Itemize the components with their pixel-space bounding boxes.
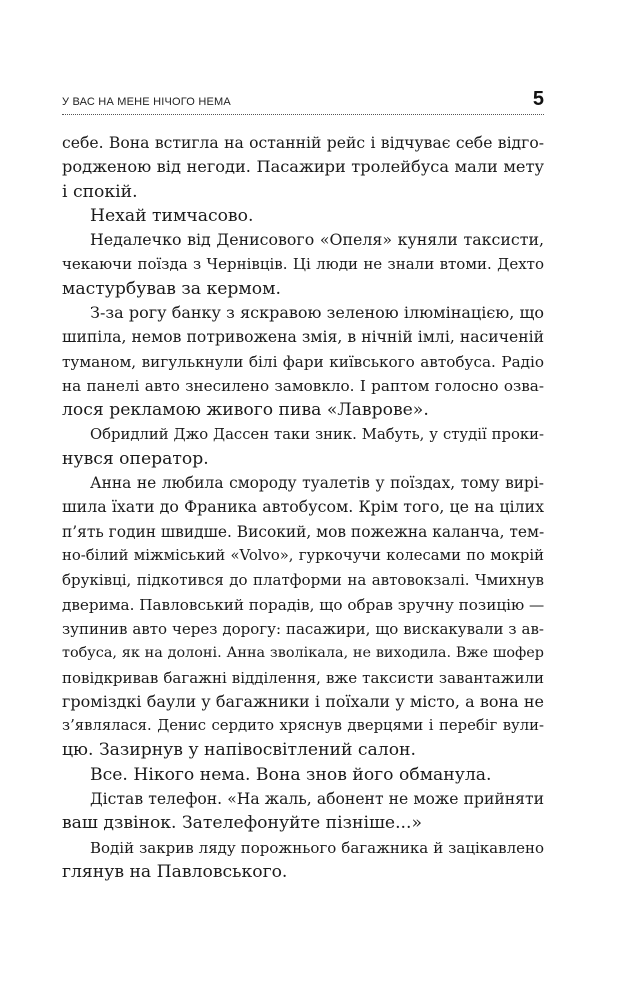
running-header <box>62 88 544 115</box>
running-title: У ВАС НА МЕНЕ НІЧОГО НЕМА <box>62 96 231 108</box>
text-line: бруківці, підкотився до платформи на автовокзалі. Чмихнув <box>62 571 544 590</box>
text-line: зупинив авто через дорогу: пасажири, що вискакували з ав- <box>62 619 544 638</box>
text-line: п’ять годин швидше. Високий, мов пожежна каланча, тем- <box>62 522 545 541</box>
text-line: Обридлий Джо Дассен таки зник. Мабуть, у студії проки- <box>90 425 544 443</box>
text-line: но-білий міжміський «Volvo», гуркочучи колесами по мокрій <box>62 547 544 565</box>
text-line: цю. Зазирнув у напівосвітлений салон. <box>62 740 416 761</box>
text-line: громіздкі баули у багажники і поїхали у місто, а вона не <box>62 691 544 711</box>
text-line: нувся оператор. <box>62 448 209 469</box>
text-line: глянув на Павловського. <box>62 861 288 882</box>
text-line: тобуса, як на долоні. Анна зволікала, не виходила. Вже шофер <box>62 645 544 662</box>
text-line: чекаючи поїзда з Чернівців. Ці люди не знали втоми. Дехто <box>62 255 544 274</box>
text-line: і спокій. <box>62 181 138 202</box>
text-line: Дістав телефон. «На жаль, абонент не може прийняти <box>90 790 544 809</box>
text-line: себе. Вона встигла на останній рейс і відчуває себе відго- <box>62 134 544 152</box>
text-line: Недалечко від Денисового «Опеля» куняли таксисти, <box>90 230 544 250</box>
text-line: Все. Нікого нема. Вона знов його обманула. <box>90 764 492 785</box>
text-line: мастурбував за кермом. <box>62 278 281 299</box>
text-line: ваш дзвінок. Зателефонуйте пізніше...» <box>62 813 422 834</box>
text-line: родженою від негоди. Пасажири тролейбуса мали мету <box>62 157 544 177</box>
text-line: шила їхати до Франика автобусом. Крім того, це на цілих <box>62 497 544 517</box>
page-number: 5 <box>532 88 544 110</box>
text-line: дверима. Павловський порадів, що обрав зручну позицію — <box>62 595 545 614</box>
text-line: Водій закрив ляду порожнього багажника й зацікавлено <box>90 838 544 857</box>
text-line: повідкривав багажні відділення, вже таксисти завантажили <box>62 668 544 687</box>
text-line: шипіла, немов потривожена змія, в нічній імлі, насиченій <box>62 328 544 347</box>
text-line: лося рекламою живого пива «Лаврове». <box>62 400 429 421</box>
text-line: Нехай тимчасово. <box>90 205 254 226</box>
text-line: туманом, вигулькнули білі фари київського автобуса. Радіо <box>62 352 544 371</box>
text-line: на панелі авто знесилено замовкло. І раптом голосно озва- <box>62 376 544 395</box>
body-text <box>62 131 544 884</box>
text-line: З-за рогу банку з яскравою зеленою ілюмінацією, що <box>90 303 544 323</box>
text-line: Анна не любила смороду туалетів у поїздах, тому вирі- <box>90 474 544 493</box>
text-line: з’являлася. Денис сердито хряснув дверцями і перебіг вули- <box>62 717 544 735</box>
